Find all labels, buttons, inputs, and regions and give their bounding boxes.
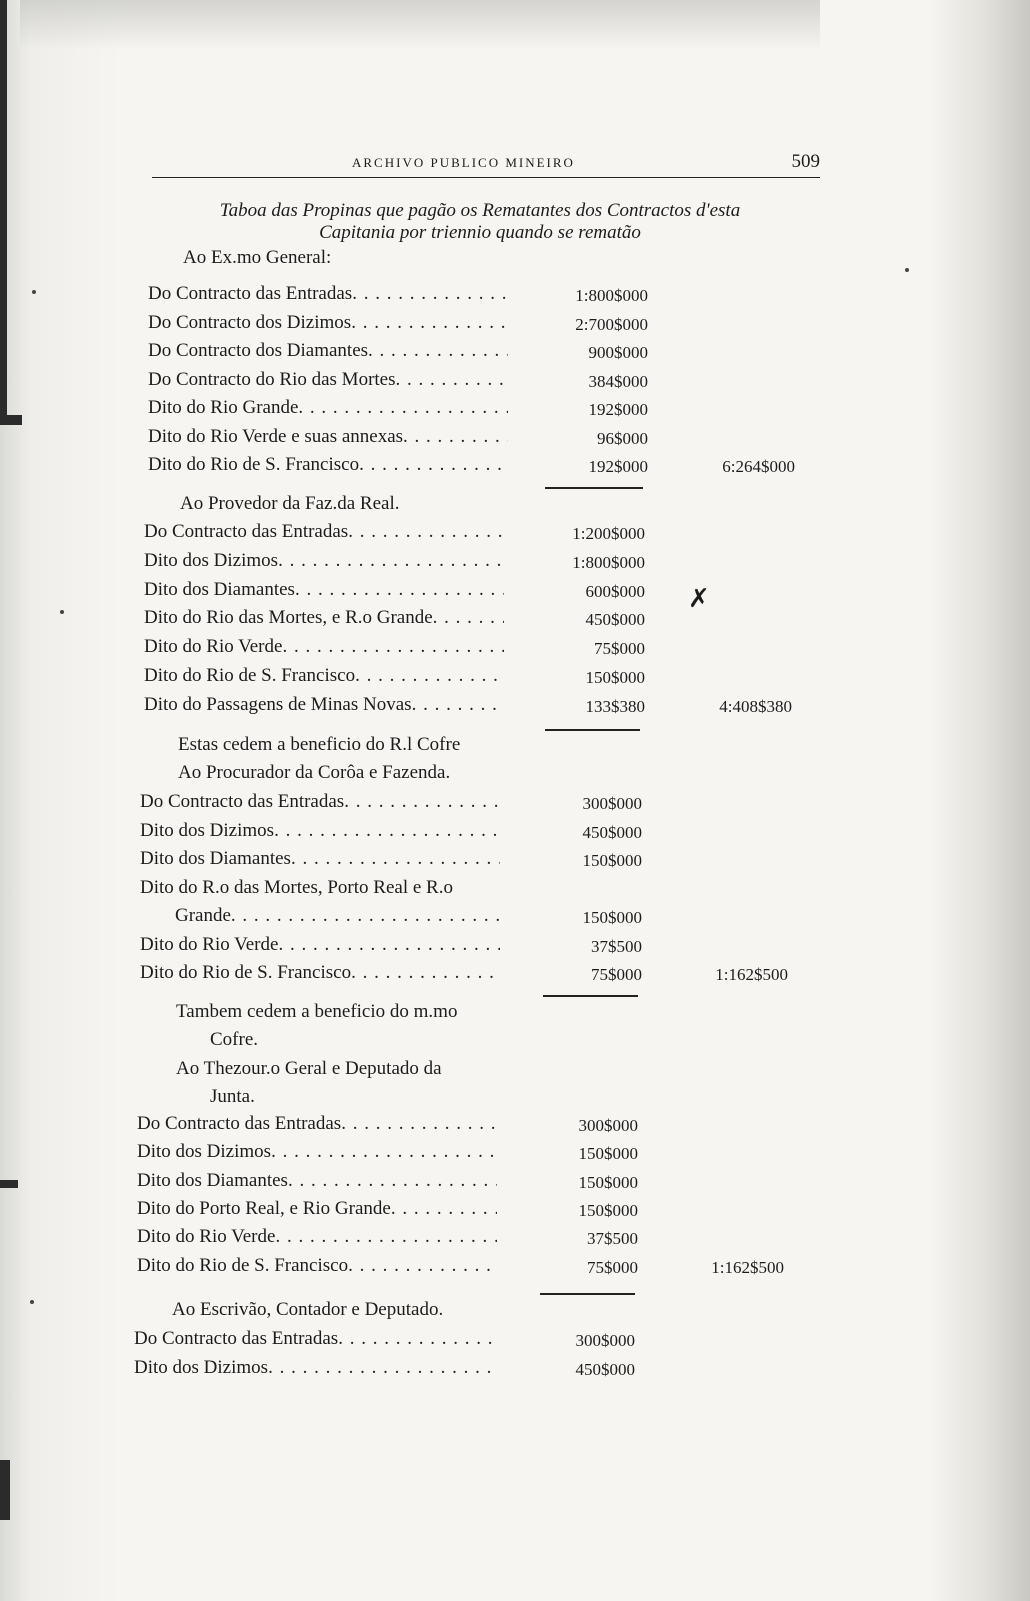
row-amount: 37$500 <box>591 936 642 956</box>
row-amount: 75$000 <box>587 1257 638 1277</box>
section-heading: Ao Ex.mo General: <box>183 247 332 268</box>
row-label: Do Contracto dos Dizimos . . . <box>148 311 508 335</box>
section-heading: Ao Procurador da Corôa e Fazenda. <box>178 762 451 783</box>
row-label: Do Contracto das Entradas . . . <box>144 520 504 544</box>
handwritten-mark: ✗ <box>688 584 710 613</box>
row-amount: 300$000 <box>582 794 642 813</box>
section-total: 1:162$500 <box>711 1257 784 1277</box>
row-amount: 150$000 <box>582 908 642 927</box>
row-amount: 192$000 <box>588 400 648 419</box>
title-line-1: Taboa das Propinas que pagão os Rematantes dos Contractos d'esta <box>219 200 741 221</box>
section-total: 6:264$000 <box>722 457 795 476</box>
section-heading: Ao Thezour.o Geral e Deputado da <box>176 1058 442 1079</box>
row-amount: 150$000 <box>582 851 642 870</box>
section-note: Estas cedem a beneficio do R.l Cofre <box>178 734 461 755</box>
row-label: Dito do Rio Grande . . . <box>148 396 508 420</box>
row-amount: 75$000 <box>591 965 642 984</box>
binding-edge <box>0 1460 10 1520</box>
scan-speck <box>30 1300 34 1304</box>
binding-clip <box>0 1180 18 1188</box>
row-label: Dito do Rio Verde . . . <box>140 933 500 957</box>
row-label: Do Contracto das Entradas . . . <box>148 282 508 306</box>
row-label: Dito do Rio Verde . . . <box>144 635 504 659</box>
page-number: 509 <box>791 151 820 172</box>
row-amount: 900$000 <box>588 343 648 362</box>
row-amount: 1:800$000 <box>572 552 645 572</box>
row-amount: 600$000 <box>585 581 645 601</box>
row-label: Dito dos Diamantes . . . <box>144 578 504 602</box>
row-label: Dito do Rio Verde e suas annexas . . . <box>148 425 508 449</box>
section-total: 1:162$500 <box>715 965 788 984</box>
scan-speck <box>905 268 909 272</box>
title-line-2: Capitania por triennio quando se rematão <box>319 222 641 243</box>
row-amount: 300$000 <box>578 1116 638 1135</box>
row-label: Do Contracto do Rio das Mortes . . . <box>148 368 508 392</box>
scan-speck <box>60 610 64 614</box>
row-label: Do Contracto das Entradas . . . <box>134 1327 494 1351</box>
row-label: Dito do R.o das Mortes, Porto Real e R.o <box>140 876 453 898</box>
row-amount: 37$500 <box>587 1229 638 1249</box>
row-amount: 1:200$000 <box>572 524 645 543</box>
scan-speck <box>32 290 36 294</box>
row-label: Dito do Rio de S. Francisco . . . <box>148 453 508 477</box>
row-amount: 300$000 <box>575 1331 635 1350</box>
row-amount: 133$380 <box>585 696 645 716</box>
row-label: Grande . . . <box>175 904 500 928</box>
row-amount: 450$000 <box>582 822 642 842</box>
section-note: Tambem cedem a beneficio do m.mo <box>176 1001 458 1022</box>
row-amount: 75$000 <box>594 639 645 659</box>
section-total: 4:408$380 <box>719 696 792 716</box>
row-label: Dito dos Diamantes . . . <box>140 847 500 871</box>
row-amount: 384$000 <box>588 371 648 391</box>
row-label: Dito dos Dizimos . . . <box>140 819 500 843</box>
row-amount: 150$000 <box>585 668 645 687</box>
section-heading: Ao Provedor da Faz.da Real. <box>180 493 400 514</box>
row-label: Dito do Rio das Mortes, e R.o Grande . . . <box>144 606 504 630</box>
row-label: Dito dos Dizimos . . . <box>137 1140 497 1164</box>
row-label: Do Contracto dos Diamantes . . . <box>148 339 508 363</box>
row-label: Dito do Rio Verde . . . <box>137 1225 497 1249</box>
document-title <box>145 200 815 244</box>
row-label: Dito do Porto Real, e Rio Grande . . . <box>137 1197 497 1221</box>
section-note: Cofre. <box>210 1029 259 1050</box>
total-rule <box>543 995 638 997</box>
running-title: ARCHIVO PUBLICO MINEIRO <box>352 155 575 170</box>
row-amount: 150$000 <box>578 1144 638 1164</box>
row-label: Dito dos Diamantes . . . <box>137 1169 497 1193</box>
binding-edge <box>0 0 7 420</box>
row-amount: 192$000 <box>588 457 648 476</box>
row-amount: 150$000 <box>578 1172 638 1192</box>
binding-clip <box>0 415 22 425</box>
row-label: Dito do Rio de S. Francisco . . . <box>140 961 500 985</box>
row-label: Do Contracto das Entradas . . . <box>137 1112 497 1136</box>
scan-smudge <box>20 0 820 50</box>
page-header <box>152 153 820 178</box>
row-label: Do Contracto das Entradas . . . <box>140 790 500 814</box>
row-amount: 96$000 <box>597 428 648 448</box>
section-heading: Ao Escrivão, Contador e Deputado. <box>172 1299 444 1320</box>
row-amount: 450$000 <box>575 1359 635 1379</box>
row-label: Dito do Rio de S. Francisco . . . <box>144 664 504 688</box>
row-label: Dito dos Dizimos . . . <box>134 1356 494 1380</box>
row-amount: 150$000 <box>578 1200 638 1220</box>
row-amount: 2:700$000 <box>575 314 648 334</box>
total-rule <box>545 487 643 489</box>
total-rule <box>540 1293 635 1295</box>
row-label: Dito dos Dizimos . . . <box>144 549 504 573</box>
row-amount: 450$000 <box>585 610 645 630</box>
row-label: Dito do Rio de S. Francisco . . . <box>137 1254 497 1278</box>
section-heading: Junta. <box>210 1086 255 1107</box>
total-rule <box>545 729 640 731</box>
row-label: Dito do Passagens de Minas Novas . . . <box>144 693 504 717</box>
row-amount: 1:800$000 <box>575 286 648 305</box>
